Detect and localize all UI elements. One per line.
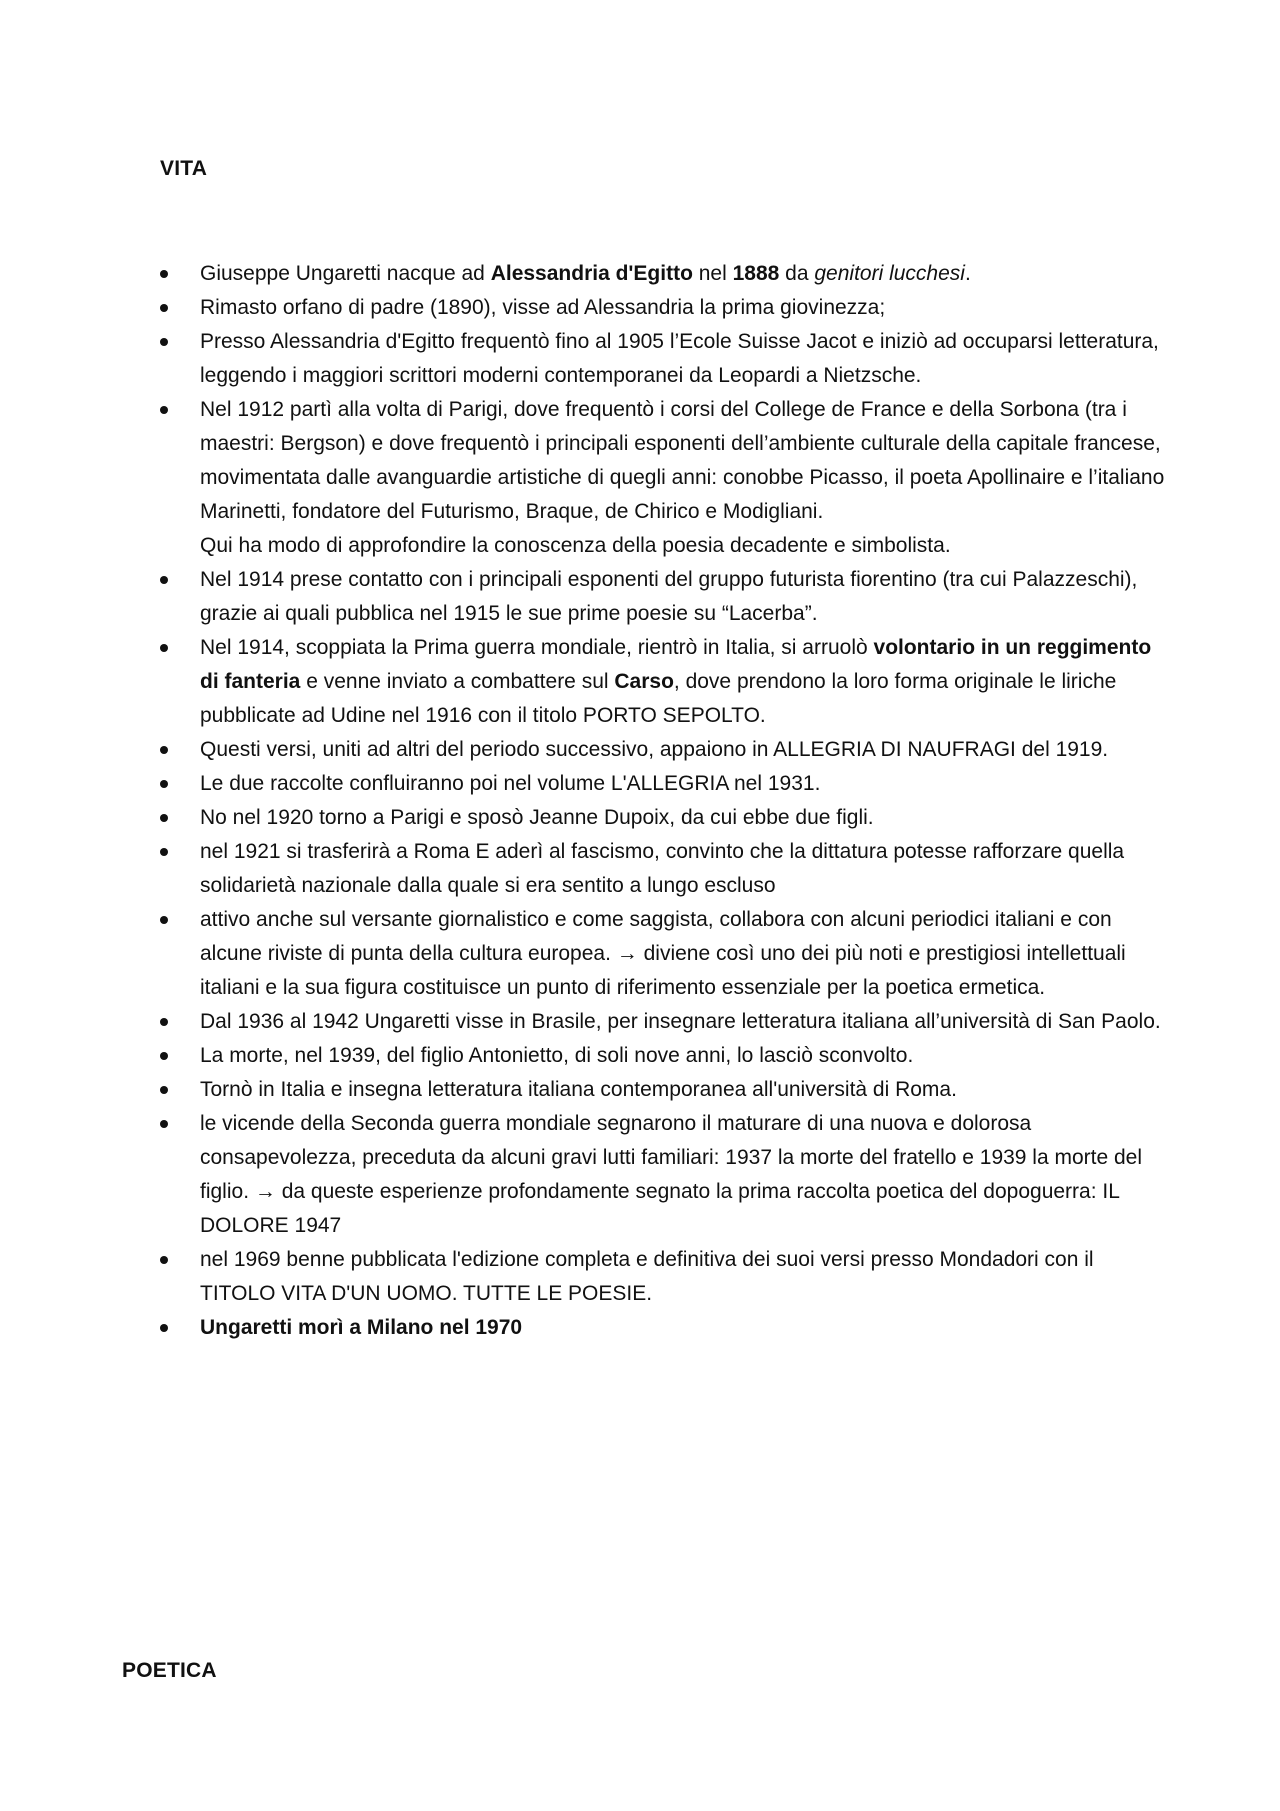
- bullet-item: [0, 835, 1280, 903]
- text-run: , dove prendono la loro forma originale le liriche pubblicate ad Udine nel 1916 con il titolo PORTO SEPOLTO.: [200, 670, 1117, 727]
- bullet-text: [200, 1073, 1168, 1107]
- bullet-item: [0, 563, 1280, 631]
- bullet-item: [0, 393, 1280, 563]
- bullet-item: [0, 1005, 1280, 1039]
- bullet-dot-icon: [160, 814, 168, 822]
- bullet-dot-icon: [160, 304, 168, 312]
- bullet-item: [0, 1311, 1280, 1345]
- text-run: nel 1921 si trasferirà a Roma E aderì al fascismo, convinto che la dittatura potesse rafforzare quella solidarietà nazionale dalla quale si era sentito a lungo escluso: [200, 840, 1125, 897]
- bold-text: Ungaretti morì a Milano nel 1970: [200, 1316, 523, 1339]
- text-run: attivo anche sul versante giornalistico e come saggista, collabora con alcuni periodici italiani e con alcune riviste di punta della cultura europea. → diviene così uno dei più noti e prestigiosi intellettuali italiani e la sua figura costituisce un punto di riferimento essenziale per la poetica ermetica.: [200, 908, 1126, 999]
- bullet-item: [0, 1073, 1280, 1107]
- bullet-dot-icon: [160, 644, 168, 652]
- bold-text: Alessandria d'Egitto: [490, 262, 693, 285]
- bullet-item: [0, 767, 1280, 801]
- text-run: Nel 1914 prese contatto con i principali esponenti del gruppo futurista fiorentino (tra cui Palazzeschi), grazie ai quali pubblica nel 1915 le sue prime poesie su “Lacerba”.: [200, 568, 1138, 625]
- section-heading-vita: VITA: [160, 157, 208, 180]
- text-run: Nel 1912 partì alla volta di Parigi, dove frequentò i corsi del College de France e della Sorbona (tra i maestri: Bergson) e dove frequentò i principali esponenti dell’ambiente culturale della capitale francese, movimentata dalle avanguardie artistiche di quegli anni: conobbe Picasso, il poeta Apollinaire e l’italiano Marinetti, fondatore del Futurismo, Braque, de Chirico e Modigliani.: [200, 398, 1165, 523]
- bullet-item: [0, 631, 1280, 733]
- text-run: Le due raccolte confluiranno poi nel volume L'ALLEGRIA nel 1931.: [200, 772, 821, 795]
- section-heading-poetica: POETICA: [122, 1659, 217, 1682]
- bullet-dot-icon: [160, 1018, 168, 1026]
- bullet-item: [0, 1107, 1280, 1243]
- bullet-item: [0, 733, 1280, 767]
- bullet-item: [0, 801, 1280, 835]
- bullet-dot-icon: [160, 406, 168, 414]
- text-run: e venne inviato a combattere sul: [300, 670, 615, 693]
- bold-text: 1888: [732, 262, 780, 285]
- bullet-text: [200, 325, 1168, 393]
- text-run: .: [964, 262, 971, 285]
- bullet-dot-icon: [160, 1086, 168, 1094]
- italic-text: genitori lucchesi: [814, 262, 965, 285]
- bullet-text: [200, 631, 1168, 733]
- bold-text: volontario in un reggimento di fanteria: [200, 636, 1152, 693]
- bullet-text: [200, 903, 1168, 1005]
- bullet-dot-icon: [160, 746, 168, 754]
- bullet-dot-icon: [160, 1324, 168, 1332]
- bullet-dot-icon: [160, 338, 168, 346]
- text-run: Rimasto orfano di padre (1890), visse ad Alessandria la prima giovinezza;: [200, 296, 886, 319]
- bullet-dot-icon: [160, 576, 168, 584]
- text-run: Giuseppe Ungaretti nacque ad: [200, 262, 491, 285]
- bullet-text: [200, 257, 1168, 291]
- bullet-item: [0, 903, 1280, 1005]
- bullet-item: [0, 1243, 1280, 1311]
- bullet-dot-icon: [160, 1052, 168, 1060]
- bullet-text: [200, 393, 1168, 563]
- bullet-dot-icon: [160, 1256, 168, 1264]
- bullet-text: [200, 1243, 1168, 1311]
- text-run: le vicende della Seconda guerra mondiale segnarono il maturare di una nuova e dolorosa consapevolezza, preceduta da alcuni gravi lutti familiari: 1937 la morte del fratello e 1939 la morte del figlio. → da queste esperienze profondamente segnato la prima raccolta poetica del dopoguerra: IL DOLORE 1947: [200, 1112, 1143, 1237]
- bullet-text: [200, 291, 1168, 325]
- bullet-dot-icon: [160, 916, 168, 924]
- bullet-dot-icon: [160, 780, 168, 788]
- bullet-text: [200, 1039, 1168, 1073]
- bullet-dot-icon: [160, 1120, 168, 1128]
- text-run: No nel 1920 torno a Parigi e sposò Jeanne Dupoix, da cui ebbe due figli.: [200, 806, 874, 829]
- text-run: Nel 1914, scoppiata la Prima guerra mondiale, rientrò in Italia, si arruolò: [200, 636, 874, 659]
- text-run: Qui ha modo di approfondire la conoscenza della poesia decadente e simbolista.: [200, 534, 951, 557]
- bullet-text: [200, 767, 1168, 801]
- bold-text: Carso: [614, 670, 674, 693]
- text-run: nel 1969 benne pubblicata l'edizione completa e definitiva dei suoi versi presso Mondadori con il TITOLO VITA D'UN UOMO. TUTTE LE POESIE.: [200, 1248, 1094, 1305]
- bullet-text: [200, 1107, 1168, 1243]
- bullet-text: [200, 801, 1168, 835]
- bullet-item: [0, 325, 1280, 393]
- text-run: Dal 1936 al 1942 Ungaretti visse in Brasile, per insegnare letteratura italiana all’università di San Paolo.: [200, 1010, 1161, 1033]
- biography-bullet-list: [0, 257, 1280, 1345]
- bullet-item: [0, 291, 1280, 325]
- bullet-text: [200, 563, 1168, 631]
- text-run: Questi versi, uniti ad altri del periodo successivo, appaiono in ALLEGRIA DI NAUFRAGI del 1919.: [200, 738, 1109, 761]
- bullet-text: [200, 1311, 1168, 1345]
- bullet-text: [200, 733, 1168, 767]
- bullet-dot-icon: [160, 270, 168, 278]
- bullet-dot-icon: [160, 848, 168, 856]
- bullet-text: [200, 1005, 1168, 1039]
- text-run: nel: [692, 262, 733, 285]
- text-run: Presso Alessandria d'Egitto frequentò fino al 1905 l’Ecole Suisse Jacot e iniziò ad occuparsi letteratura, leggendo i maggiori scrittori moderni contemporanei da Leopardi a Nietzsche.: [200, 330, 1159, 387]
- bullet-text: [200, 835, 1168, 903]
- bullet-item: [0, 257, 1280, 291]
- text-run: La morte, nel 1939, del figlio Antonietto, di soli nove anni, lo lasciò sconvolto.: [200, 1044, 914, 1067]
- text-run: da: [779, 262, 815, 285]
- text-run: Tornò in Italia e insegna letteratura italiana contemporanea all'università di Roma.: [200, 1078, 957, 1101]
- bullet-item: [0, 1039, 1280, 1073]
